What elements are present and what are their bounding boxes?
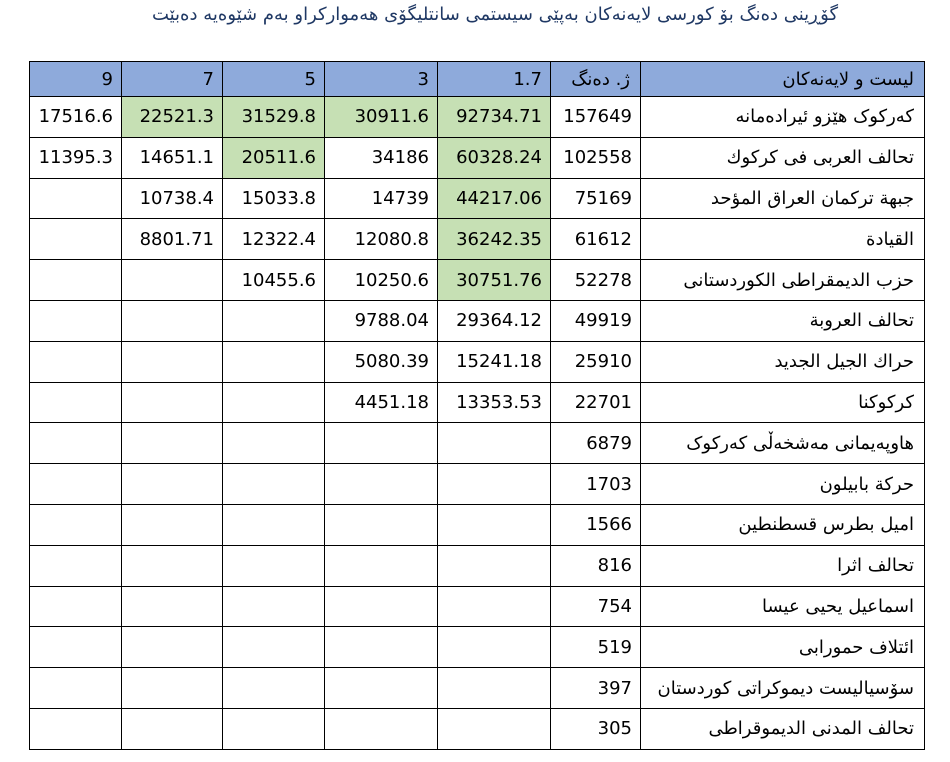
divisor-7-cell (122, 382, 223, 423)
divisor-3-cell (325, 504, 438, 545)
divisor-1-7-cell (438, 586, 551, 627)
divisor-5-cell (223, 382, 325, 423)
divisor-5-cell (223, 545, 325, 586)
list-name-cell: حراك الجيل الجديد (641, 341, 925, 382)
divisor-1-7-cell (438, 464, 551, 505)
divisor-9-cell (30, 219, 122, 260)
list-name-cell: سۆسیالیست دیموکراتی کوردستان (641, 668, 925, 709)
divisor-3-cell: 34186 (325, 137, 438, 178)
divisor-5-cell (223, 708, 325, 749)
list-name-cell: اميل بطرس قسطنطين (641, 504, 925, 545)
divisor-7-cell (122, 545, 223, 586)
list-name-cell: كركوكنا (641, 382, 925, 423)
votes-cell: 1566 (551, 504, 641, 545)
divisor-1-7-cell: 92734.71 (438, 97, 551, 138)
divisor-7-cell (122, 260, 223, 301)
table-row (30, 219, 925, 260)
votes-cell: 816 (551, 545, 641, 586)
divisor-7-cell (122, 300, 223, 341)
divisor-9-cell (30, 260, 122, 301)
table-row (30, 137, 925, 178)
table-header-row (30, 62, 925, 97)
votes-cell: 305 (551, 708, 641, 749)
divisor-5-cell (223, 586, 325, 627)
votes-cell: 6879 (551, 423, 641, 464)
table-row (30, 464, 925, 505)
votes-cell: 75169 (551, 178, 641, 219)
list-name-cell: هاوپەیمانی مەشخەڵی کەرکوک (641, 423, 925, 464)
divisor-3-cell (325, 586, 438, 627)
divisor-9-cell (30, 423, 122, 464)
divisor-5-cell: 10455.6 (223, 260, 325, 301)
divisor-7-cell: 14651.1 (122, 137, 223, 178)
table-row (30, 300, 925, 341)
page-title: گۆڕینی دەنگ بۆ کورسی لایەنەکان بەپێی سیستمی سانتلیگۆی هەموارکراو بەم شێوەیە دەبێت (151, 4, 839, 25)
list-name-cell: تحالف العروبة (641, 300, 925, 341)
divisor-7-cell: 22521.3 (122, 97, 223, 138)
divisor-9-cell (30, 668, 122, 709)
list-name-cell: حركة بابيلون (641, 464, 925, 505)
divisor-7-cell (122, 423, 223, 464)
divisor-5-cell (223, 464, 325, 505)
divisor-7-cell (122, 341, 223, 382)
divisor-3-cell (325, 708, 438, 749)
divisor-9-cell (30, 545, 122, 586)
table-row (30, 708, 925, 749)
list-name-cell: تحالف اثرا (641, 545, 925, 586)
header-divisor-7: 7 (122, 62, 223, 97)
divisor-1-7-cell: 44217.06 (438, 178, 551, 219)
divisor-5-cell (223, 341, 325, 382)
divisor-1-7-cell: 60328.24 (438, 137, 551, 178)
divisor-7-cell (122, 668, 223, 709)
list-name-cell: حزب الديمقراطی الكوردستانی (641, 260, 925, 301)
list-name-cell: القيادة (641, 219, 925, 260)
votes-cell: 397 (551, 668, 641, 709)
divisor-1-7-cell: 30751.76 (438, 260, 551, 301)
divisor-1-7-cell (438, 504, 551, 545)
header-list: لیست و لایەنەکان (641, 62, 925, 97)
votes-cell: 22701 (551, 382, 641, 423)
table-row (30, 545, 925, 586)
divisor-7-cell (122, 464, 223, 505)
divisor-7-cell (122, 504, 223, 545)
divisor-3-cell: 5080.39 (325, 341, 438, 382)
seat-allocation-table (29, 61, 925, 750)
table-row (30, 341, 925, 382)
divisor-5-cell: 15033.8 (223, 178, 325, 219)
divisor-9-cell (30, 627, 122, 668)
votes-cell: 754 (551, 586, 641, 627)
divisor-1-7-cell (438, 423, 551, 464)
divisor-3-cell: 4451.18 (325, 382, 438, 423)
divisor-3-cell: 10250.6 (325, 260, 438, 301)
divisor-5-cell (223, 668, 325, 709)
header-divisor-9: 9 (30, 62, 122, 97)
divisor-1-7-cell: 15241.18 (438, 341, 551, 382)
list-name-cell: تحالف العربی فی كركوك (641, 137, 925, 178)
divisor-3-cell: 30911.6 (325, 97, 438, 138)
divisor-1-7-cell: 36242.35 (438, 219, 551, 260)
divisor-3-cell (325, 627, 438, 668)
header-divisor-1-7: 1.7 (438, 62, 551, 97)
divisor-9-cell: 17516.6 (30, 97, 122, 138)
divisor-1-7-cell (438, 708, 551, 749)
header-divisor-3: 3 (325, 62, 438, 97)
divisor-3-cell (325, 668, 438, 709)
votes-cell: 519 (551, 627, 641, 668)
divisor-5-cell (223, 504, 325, 545)
divisor-9-cell (30, 341, 122, 382)
votes-cell: 1703 (551, 464, 641, 505)
table-row (30, 382, 925, 423)
list-name-cell: کەرکوک هێزو ئیرادەمانە (641, 97, 925, 138)
divisor-5-cell (223, 627, 325, 668)
table-row (30, 504, 925, 545)
list-name-cell: ائتلاف حمورابی (641, 627, 925, 668)
table-row (30, 627, 925, 668)
divisor-9-cell: 11395.3 (30, 137, 122, 178)
divisor-3-cell: 14739 (325, 178, 438, 219)
table-row (30, 586, 925, 627)
divisor-5-cell (223, 300, 325, 341)
divisor-1-7-cell: 29364.12 (438, 300, 551, 341)
divisor-1-7-cell (438, 545, 551, 586)
divisor-9-cell (30, 504, 122, 545)
list-name-cell: اسماعيل يحيى عيسا (641, 586, 925, 627)
divisor-5-cell: 31529.8 (223, 97, 325, 138)
divisor-9-cell (30, 178, 122, 219)
votes-cell: 52278 (551, 260, 641, 301)
divisor-3-cell (325, 464, 438, 505)
divisor-9-cell (30, 382, 122, 423)
table-body (30, 97, 925, 750)
divisor-7-cell (122, 586, 223, 627)
table-row (30, 668, 925, 709)
table-row (30, 97, 925, 138)
divisor-3-cell: 9788.04 (325, 300, 438, 341)
votes-cell: 157649 (551, 97, 641, 138)
divisor-9-cell (30, 586, 122, 627)
divisor-1-7-cell (438, 627, 551, 668)
divisor-1-7-cell: 13353.53 (438, 382, 551, 423)
divisor-9-cell (30, 708, 122, 749)
header-votes: ژ. دەنگ (551, 62, 641, 97)
divisor-3-cell: 12080.8 (325, 219, 438, 260)
table-row (30, 178, 925, 219)
divisor-3-cell (325, 423, 438, 464)
divisor-5-cell (223, 423, 325, 464)
divisor-5-cell: 12322.4 (223, 219, 325, 260)
divisor-7-cell: 10738.4 (122, 178, 223, 219)
divisor-7-cell (122, 627, 223, 668)
divisor-9-cell (30, 464, 122, 505)
votes-cell: 25910 (551, 341, 641, 382)
list-name-cell: تحالف المدنی الديموقراطی (641, 708, 925, 749)
divisor-7-cell: 8801.71 (122, 219, 223, 260)
divisor-3-cell (325, 545, 438, 586)
divisor-7-cell (122, 708, 223, 749)
table-row (30, 260, 925, 301)
divisor-9-cell (30, 300, 122, 341)
table-row (30, 423, 925, 464)
list-name-cell: جبهة تركمان العراق المؤحد (641, 178, 925, 219)
divisor-1-7-cell (438, 668, 551, 709)
header-divisor-5: 5 (223, 62, 325, 97)
divisor-5-cell: 20511.6 (223, 137, 325, 178)
votes-cell: 102558 (551, 137, 641, 178)
votes-cell: 49919 (551, 300, 641, 341)
votes-cell: 61612 (551, 219, 641, 260)
